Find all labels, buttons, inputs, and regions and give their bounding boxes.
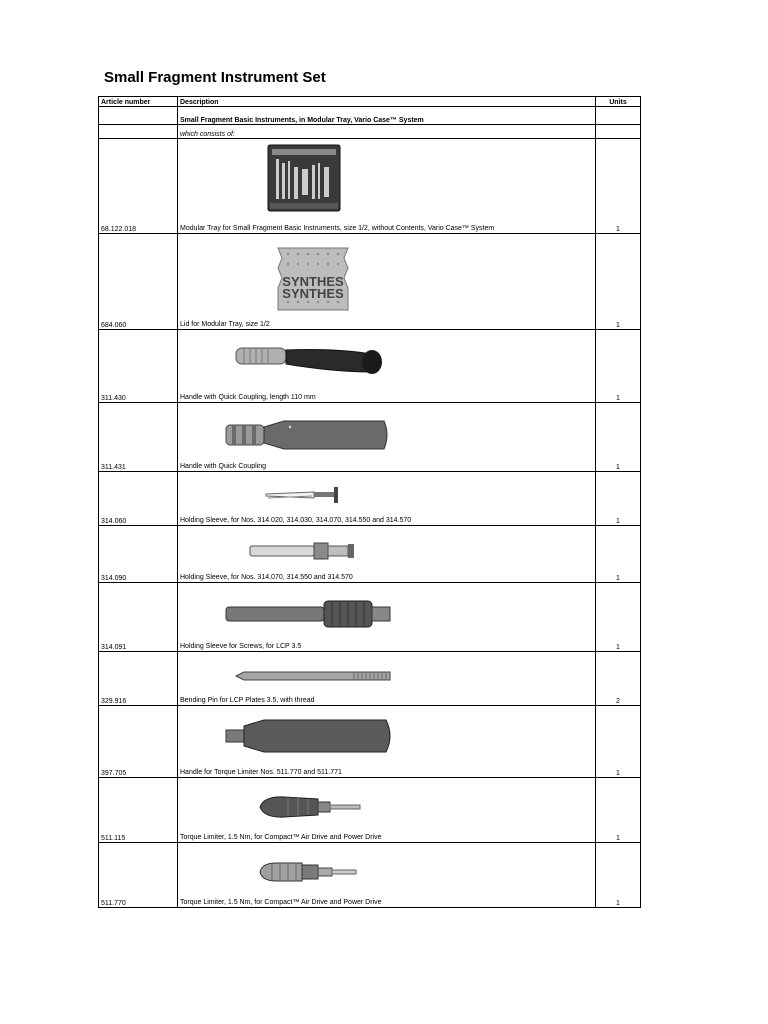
article-number: 314.091 [99,583,178,652]
description: Torque Limiter, 1.5 Nm, for Compact™ Air Drive and Power Drive [180,899,382,906]
torque-limiter-2-image [258,859,366,885]
lid-logo-text: SYNTHES [282,274,344,289]
table-row [99,843,641,908]
table-row [99,778,641,843]
holding-sleeve-2-image [248,540,358,562]
lid-image [272,244,354,314]
article-number: 397.705 [99,706,178,778]
page-title: Small Fragment Instrument Set [104,69,326,86]
description: Handle with Quick Coupling, length 110 mm [180,394,316,401]
units: 1 [596,778,641,843]
description: Torque Limiter, 1.5 Nm, for Compact™ Air Drive and Power Drive [180,834,382,841]
set-title: Small Fragment Basic Instruments, in Modular Tray, Vario Case™ System [178,107,596,125]
set-title-row [99,107,641,125]
article-number: 511.770 [99,843,178,908]
article-number: 329.916 [99,652,178,706]
holding-sleeve-image [264,486,344,506]
description: Modular Tray for Small Fragment Basic Instruments, size 1/2, without Contents, Vario Case™ System [180,225,495,232]
torque-handle-image [224,718,394,754]
table-row [99,139,641,234]
units: 1 [596,234,641,330]
table-header-row [99,97,641,107]
units: 1 [596,526,641,583]
handle-quick-coupling-110-image [234,340,384,382]
header-units: Units [596,97,641,107]
table-row [99,526,641,583]
table-row [99,706,641,778]
header-description: Description [178,97,596,107]
description: Handle for Torque Limiter Nos. 511.770 and 511.771 [180,769,342,776]
table-row [99,234,641,330]
units: 1 [596,330,641,403]
table-row [99,652,641,706]
units: 1 [596,843,641,908]
article-number: 314.060 [99,472,178,526]
modular-tray-image [266,143,342,215]
table-row [99,403,641,472]
units: 1 [596,706,641,778]
description: Holding Sleeve for Screws, for LCP 3.5 [180,643,302,650]
units: 1 [596,139,641,234]
torque-limiter-image [258,794,366,820]
handle-quick-coupling-image [224,417,390,453]
bending-pin-image [234,670,392,682]
description: Bending Pin for LCP Plates 3.5, with thread [180,697,315,704]
header-article-number: Article number [99,97,178,107]
description: Handle with Quick Coupling [180,463,266,470]
units: 2 [596,652,641,706]
table-row [99,472,641,526]
set-subtitle: which consists of: [178,125,596,139]
units: 1 [596,403,641,472]
lid-logo-text: SYNTHES [282,286,344,301]
article-number: 314.090 [99,526,178,583]
table-row [99,583,641,652]
article-number: 684.060 [99,234,178,330]
article-number: 311.430 [99,330,178,403]
article-number: 68.122.018 [99,139,178,234]
instrument-table [98,96,641,908]
article-number: 511.115 [99,778,178,843]
units: 1 [596,472,641,526]
article-number: 311.431 [99,403,178,472]
description: Lid for Modular Tray, size 1/2 [180,321,270,328]
description: Holding Sleeve, for Nos. 314.070, 314.550 and 314.570 [180,574,353,581]
set-subtitle-row [99,125,641,139]
table-row [99,330,641,403]
units: 1 [596,583,641,652]
holding-sleeve-screws-image [224,599,392,629]
description: Holding Sleeve, for Nos. 314.020, 314.030, 314.070, 314.550 and 314.570 [180,517,412,524]
